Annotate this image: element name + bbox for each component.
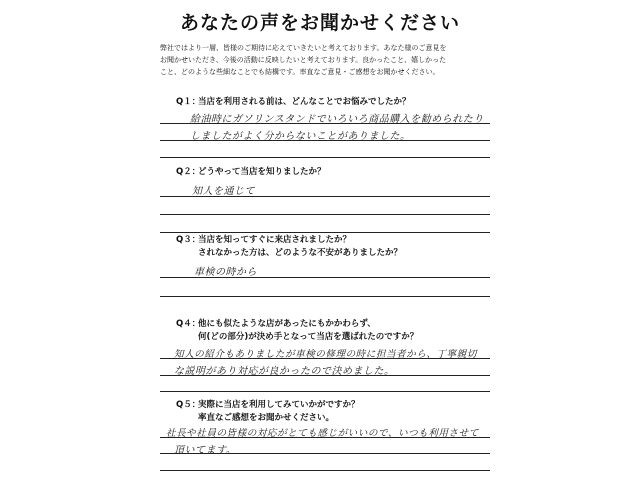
question-text-line-2: 何(どの部分)が決め手となって当店を選ばれたのですか？ [198,332,419,342]
answer-rule [160,196,490,197]
answer-rule [160,214,490,215]
question-3 [176,234,402,260]
answer-1-line-2: しましたがよく分からないことがありました。 [190,131,411,142]
question-number: Q１： [176,97,201,107]
answer-5-line-1: 社長や社員の皆様の対応がとても感じがいいので、いつも利用させて [166,428,479,439]
page-title: あなたの声をお聞かせください [179,12,460,34]
answer-rule [160,277,490,278]
question-text: 当店を知ってすぐに来店されましたか？ [198,235,352,245]
question-text: 他にも似たような店があったにもかかわらず、 [198,319,376,329]
question-text-line-2: 率直なご感想をお聞かせください。 [198,413,335,423]
answer-rule [160,375,490,376]
answer-rule [160,437,490,438]
survey-sheet [150,0,490,480]
question-4 [176,318,418,344]
question-number: Q４： [176,319,201,329]
question-number: Q５： [176,400,201,410]
answer-3-line-1: 車検の時から [194,267,257,278]
answer-4-line-2: な説明があり対応が良かったので決めました。 [174,366,395,377]
question-text: 当店を利用される前は、どんなことでお悩みでしたか？ [198,97,411,107]
intro-line: お聞かせいただき、今後の活動に反映したいと考えております。良かったこと、嬉しかった [160,56,447,64]
answer-rule [160,453,490,454]
question-1 [176,96,411,109]
question-2 [176,166,326,179]
intro-line: 弊社ではより一層、皆様のご期待に応えていきたいと考えております。あなた様のご意見を [160,44,447,52]
answer-1-line-1: 給油時にガソリンスタンドでいろいろ商品購入を勧められたり [190,114,484,125]
answer-4-line-1: 知人の紹介もありましたが車検の修理の時に担当者から、丁寧親切 [174,349,477,360]
intro-text [160,42,488,78]
answer-rule [160,123,490,124]
answer-rule [160,140,490,141]
answer-2-line-1: 知人を通じて [192,186,255,197]
answer-rule [160,157,490,158]
answer-rule [160,391,490,392]
answer-5-line-2: 頂いてます。 [174,445,237,456]
answer-rule [160,232,490,233]
answer-rule [160,296,490,297]
answer-rule [160,358,490,359]
question-text: どうやって当店を知りましたか？ [198,167,326,177]
question-number: Q３： [176,235,201,245]
intro-line: こと、どのような些細なことでも結構です。率直なご意見・ご感想をお聞かせください。 [160,68,440,76]
question-5 [176,399,360,425]
question-number: Q２： [176,167,201,177]
answer-rule [160,470,490,471]
question-text: 実際に当店を利用してみていかがですか？ [198,400,360,410]
question-text-line-2: されなかった方は、どのような不安がありましたか？ [198,248,403,258]
